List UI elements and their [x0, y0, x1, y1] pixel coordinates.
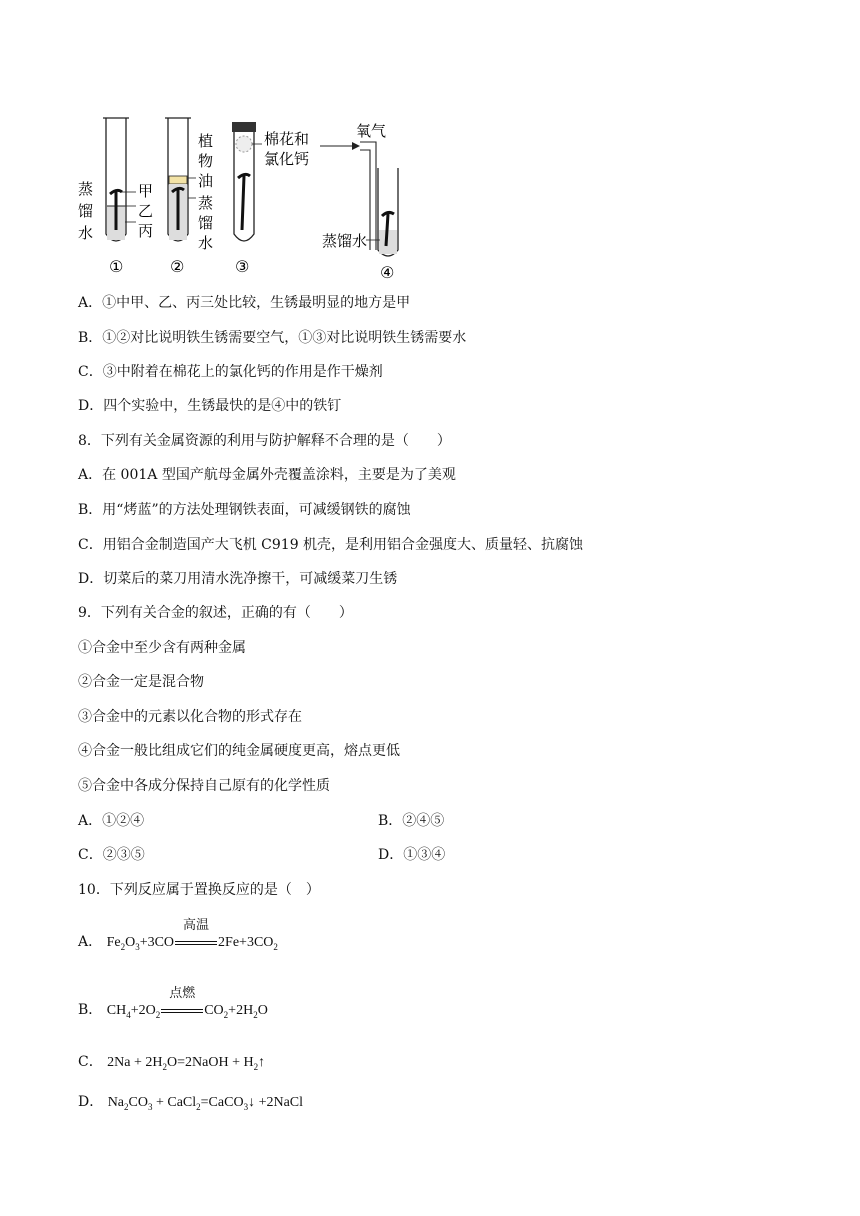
- cotton-label: 棉花和: [264, 130, 310, 148]
- water-label-1c: 水: [78, 224, 94, 242]
- q7-option-b[interactable]: B．①②对比说明铁生锈需要空气，①③对比说明铁生锈需要水: [78, 330, 467, 346]
- q9-option-b[interactable]: B．②④⑤: [378, 813, 445, 829]
- water-label-2c: 水: [198, 234, 214, 252]
- q9-stem: 9．下列有关合金的叙述，正确的有（ ）: [78, 605, 353, 621]
- q10-stem: 10．下列反应属于置换反应的是（ ）: [78, 882, 320, 898]
- q9-statement-2: ②合金一定是混合物: [78, 674, 204, 690]
- q10-c-equation: $2Na + 2H_2O=2NaOH$ + $H_2↑$: [107, 1055, 266, 1072]
- tube-number-2: ②: [170, 257, 185, 276]
- tube-number-3: ③: [235, 257, 250, 276]
- water-label-2a: 蒸: [198, 194, 214, 212]
- water-label-4: 蒸馏水: [322, 232, 368, 250]
- q8-stem: 8．下列有关金属资源的利用与防护解释不合理的是（ ）: [78, 433, 451, 449]
- q9-statement-3: ③合金中的元素以化合物的形式存在: [78, 709, 302, 725]
- q9-option-c[interactable]: C．②③⑤: [78, 847, 145, 863]
- oil-label-a: 植: [198, 132, 214, 150]
- q7-option-d[interactable]: D．四个实验中，生锈最快的是④中的铁钉: [78, 398, 342, 414]
- q10-a-condition: 高温: [175, 933, 217, 953]
- point-jia-label: 甲: [138, 182, 154, 200]
- test-tube-3: [232, 122, 262, 241]
- q10-a-label: A．: [78, 934, 103, 950]
- q9-option-d[interactable]: D．①③④: [378, 847, 446, 863]
- water-label-2b: 馏: [198, 214, 214, 232]
- q9-statement-4: ④合金一般比组成它们的纯金属硬度更高，熔点更低: [78, 743, 400, 759]
- q7-option-a[interactable]: A．①中甲、乙、丙三处比较，生锈最明显的地方是甲: [78, 295, 411, 311]
- q10-d-equation: $Na_2CO_3$ + CaCl$_2$=CaCO$_3$↓ +2NaCl: [107, 1095, 304, 1112]
- q8-option-a[interactable]: A．在 001A 型国产航母金属外壳覆盖涂料，主要是为了美观: [78, 467, 456, 483]
- q9-statement-5: ⑤合金中各成分保持自己原有的化学性质: [78, 778, 330, 794]
- test-tube-1: [103, 118, 136, 241]
- q10-option-c[interactable]: [78, 1052, 265, 1077]
- oil-label-c: 油: [198, 172, 214, 190]
- test-tube-2: [165, 118, 196, 241]
- q10-option-b[interactable]: [78, 986, 268, 1025]
- water-label-1a: 蒸: [78, 180, 94, 198]
- q10-b-label: B．: [78, 1002, 103, 1018]
- q7-option-c[interactable]: C．③中附着在棉花上的氯化钙的作用是作干燥剂: [78, 364, 383, 380]
- tube-number-1: ①: [109, 257, 124, 276]
- oxygen-label: 氧气: [356, 122, 387, 140]
- point-yi-label: 乙: [138, 202, 154, 220]
- q10-b-equation: $CH_4+2O_2$ 点燃 $CO_2+2H_2O$: [106, 986, 268, 1020]
- water-label-1b: 馏: [78, 202, 94, 220]
- rust-experiment-figure: [70, 112, 420, 284]
- q8-option-d[interactable]: D．切菜后的菜刀用清水洗净擦干，可减缓菜刀生锈: [78, 571, 398, 587]
- q10-option-a[interactable]: [78, 918, 278, 957]
- q10-b-condition: 点燃: [161, 1001, 203, 1021]
- q10-d-label: D．: [78, 1094, 104, 1110]
- q10-c-label: C．: [78, 1054, 103, 1070]
- tube-number-4: ④: [380, 263, 395, 282]
- oil-label-b: 物: [198, 152, 214, 170]
- q10-a-equation: $Fe_2O_3+3CO$ 高温 $2Fe+3CO_2$: [106, 918, 278, 952]
- q8-option-c[interactable]: C．用铝合金制造国产大飞机 C919 机壳，是利用铝合金强度大、质量轻、抗腐蚀: [78, 537, 584, 553]
- q9-statement-1: ①合金中至少含有两种金属: [78, 640, 246, 656]
- q9-option-a[interactable]: A．①②④: [78, 813, 145, 829]
- q8-option-b[interactable]: B．用“烤蓝”的方法处理钢铁表面，可减缓钢铁的腐蚀: [78, 502, 411, 518]
- point-bing-label: 丙: [138, 222, 154, 240]
- cacl2-label: 氯化钙: [264, 150, 310, 168]
- q10-option-d[interactable]: [78, 1092, 303, 1117]
